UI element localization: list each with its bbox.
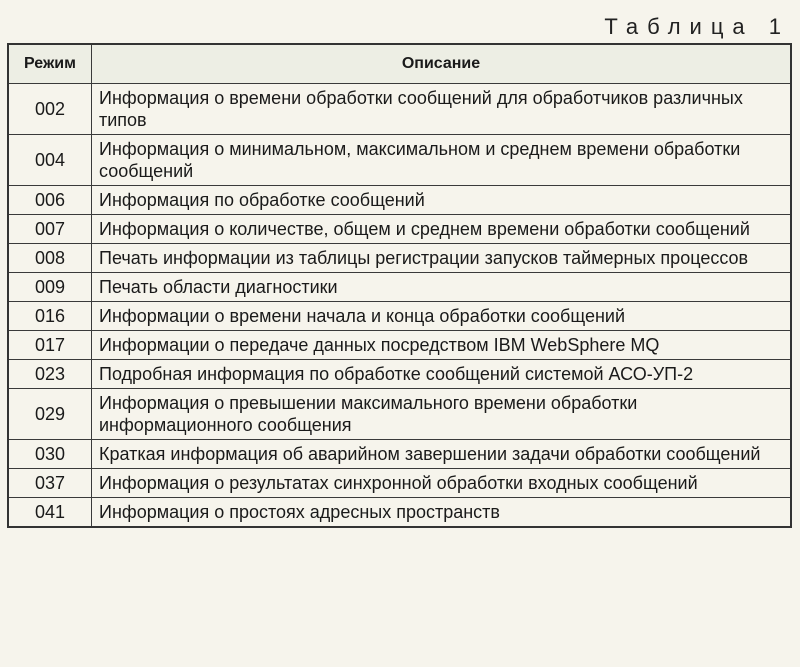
table-row: [8, 498, 791, 528]
table-row: [8, 186, 791, 215]
mode-code: 029: [8, 389, 92, 440]
mode-code: 002: [8, 84, 92, 135]
mode-description: Печать информации из таблицы регистрации запусков таймерных процессов: [92, 244, 792, 273]
mode-code: 023: [8, 360, 92, 389]
table-row: [8, 360, 791, 389]
mode-description: Информация о количестве, общем и среднем времени обработки сообщений: [92, 215, 792, 244]
mode-code: 030: [8, 440, 92, 469]
mode-code: 004: [8, 135, 92, 186]
mode-code: 016: [8, 302, 92, 331]
mode-code: 006: [8, 186, 92, 215]
table-row: [8, 302, 791, 331]
mode-code: 009: [8, 273, 92, 302]
table-row: [8, 331, 791, 360]
mode-description: Информация о превышении максимального времени обработки информационного сообщения: [92, 389, 792, 440]
mode-description: Информации о передаче данных посредством IBM WebSphere MQ: [92, 331, 792, 360]
mode-description: Подробная информация по обработке сообщений системой АСО-УП-2: [92, 360, 792, 389]
table-row: [8, 469, 791, 498]
table-row: [8, 244, 791, 273]
mode-description: Информация о времени обработки сообщений для обработчиков различных типов: [92, 84, 792, 135]
mode-description: Краткая информация об аварийном завершении задачи обработки сообщений: [92, 440, 792, 469]
table-caption: Таблица 1: [604, 14, 790, 39]
modes-table: [7, 43, 792, 528]
table-header-row: [8, 44, 791, 84]
mode-code: 008: [8, 244, 92, 273]
table-row: [8, 215, 791, 244]
table-row: [8, 440, 791, 469]
table-row: [8, 389, 791, 440]
mode-description: Информации о времени начала и конца обработки сообщений: [92, 302, 792, 331]
mode-code: 007: [8, 215, 92, 244]
table-row: [8, 273, 791, 302]
mode-description: Информация по обработке сообщений: [92, 186, 792, 215]
mode-code: 017: [8, 331, 92, 360]
table-row: [8, 84, 791, 135]
header-mode: Режим: [8, 44, 92, 84]
mode-description: Информация о минимальном, максимальном и среднем времени обработки сообщений: [92, 135, 792, 186]
table-row: [8, 135, 791, 186]
mode-description: Информация о результатах синхронной обработки входных сообщений: [92, 469, 792, 498]
mode-code: 041: [8, 498, 92, 528]
mode-description: Информация о простоях адресных пространств: [92, 498, 792, 528]
mode-code: 037: [8, 469, 92, 498]
mode-description: Печать области диагностики: [92, 273, 792, 302]
header-description: Описание: [92, 44, 792, 84]
